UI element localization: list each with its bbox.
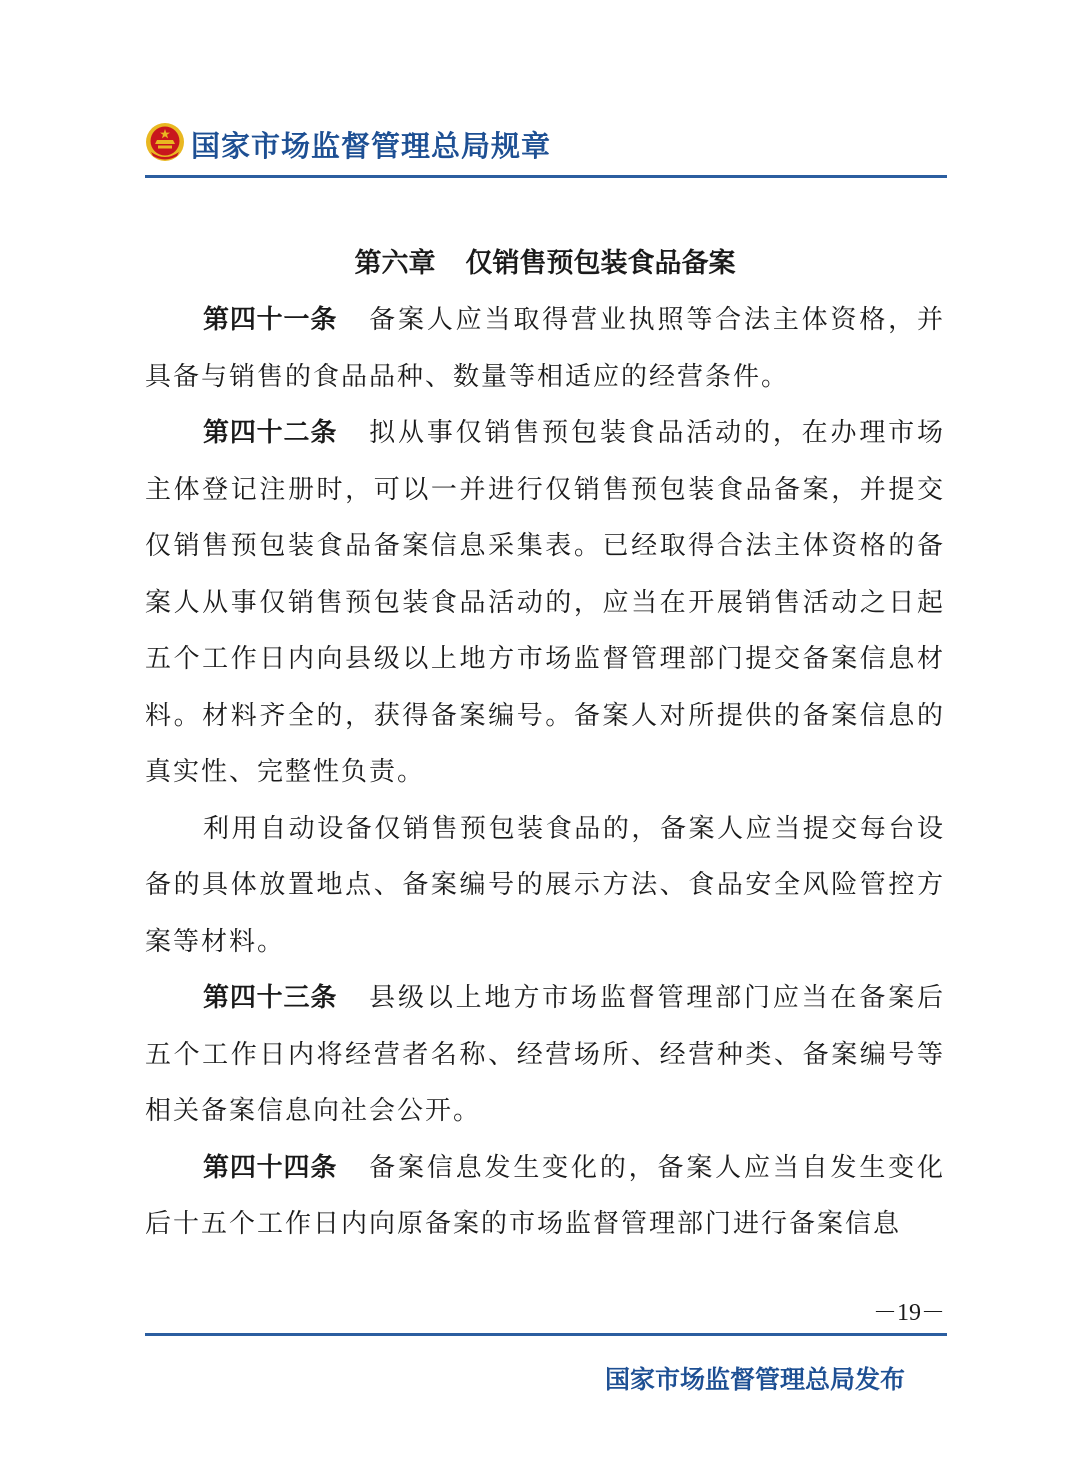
article-paragraph [145, 970, 945, 1140]
page-number: －19－ [873, 1300, 945, 1326]
chapter-number: 第六章 [354, 248, 436, 279]
page-header [145, 118, 945, 170]
document-body [145, 236, 945, 1253]
header-divider [145, 175, 947, 178]
footer-publisher: 国家市场监督管理总局发布 [604, 1365, 905, 1394]
header-title: 国家市场监督管理总局规章 [191, 129, 552, 163]
article-paragraph [145, 1140, 945, 1253]
article-text: 备案信息发生变化的，备案人应当自发生变化后十五个工作日内向原备案的市场监督管理部门进行备案信息 [145, 1152, 945, 1239]
article-number: 第四十四条 [203, 1152, 338, 1183]
article-paragraph [145, 405, 945, 801]
article-text: 拟从事仅销售预包装食品活动的，在办理市场主体登记注册时，可以一并进行仅销售预包装食品备案，并提交仅销售预包装食品备案信息采集表。已经取得合法主体资格的备案人从事仅销售预包装食品活动的，应当在开展销售活动之日起五个工作日内向县级以上地方市场监督管理部门提交备案信息材料。材料齐全的，获得备案编号。备案人对所提供的备案信息的真实性、完整性负责。 [145, 418, 945, 787]
chapter-title [145, 236, 945, 292]
article-number: 第四十三条 [203, 983, 338, 1013]
footer-divider [145, 1333, 947, 1336]
article-text: 备案人应当取得营业执照等合法主体资格，并具备与销售的食品品种、数量等相适应的经营条件。 [145, 305, 945, 392]
article-text: 利用自动设备仅销售预包装食品的，备案人应当提交每台设备的具体放置地点、备案编号的展示方法、食品安全风险管控方案等材料。 [145, 813, 945, 957]
chapter-name: 仅销售预包装食品备案 [465, 248, 736, 279]
article-paragraph [145, 801, 945, 971]
national-emblem-icon [145, 122, 185, 162]
article-text: 县级以上地方市场监督管理部门应当在备案后五个工作日内将经营者名称、经营场所、经营种类、备案编号等相关备案信息向社会公开。 [145, 983, 945, 1126]
article-paragraph [145, 292, 945, 405]
article-number: 第四十二条 [203, 418, 338, 448]
article-number: 第四十一条 [203, 305, 338, 335]
